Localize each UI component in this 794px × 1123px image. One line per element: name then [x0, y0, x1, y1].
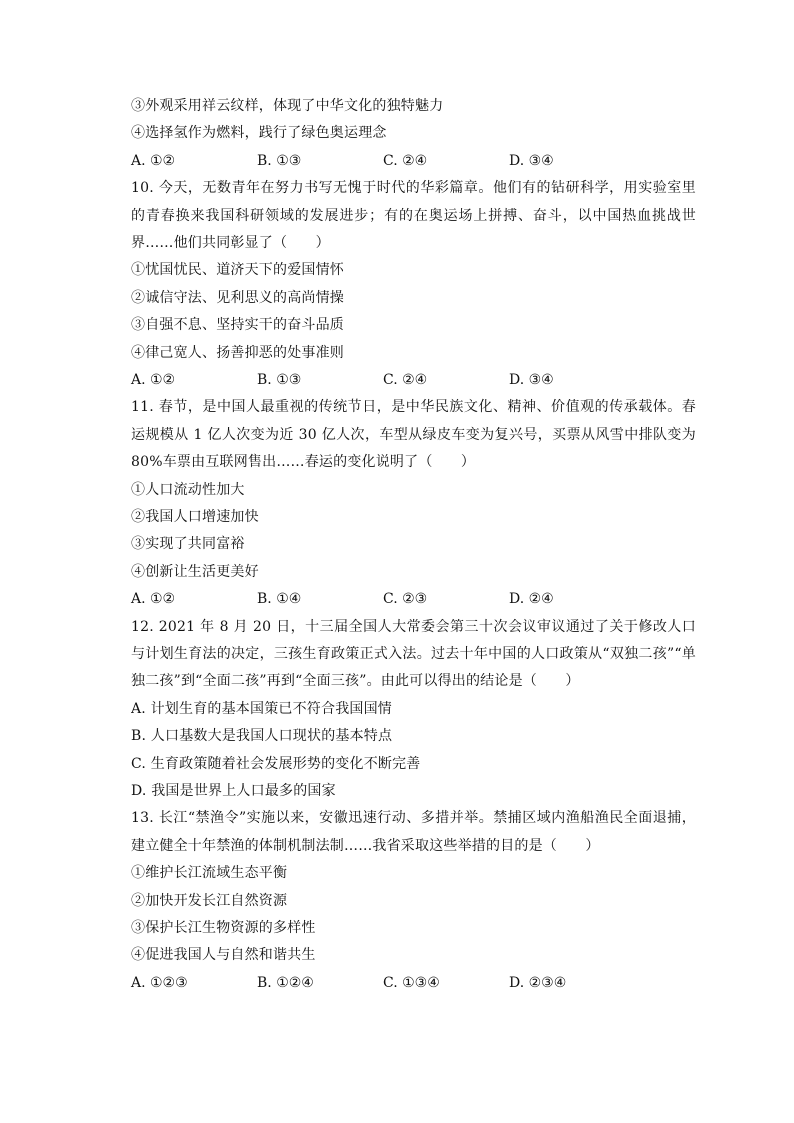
- q10-item-2: ②诚信守法、见利思义的高尚情操: [131, 289, 344, 306]
- q9-option-c: C. ②④: [383, 152, 428, 169]
- question-10: [131, 175, 696, 394]
- q13-item-2: ②加快开发长江自然资源: [131, 892, 288, 909]
- q10-item-4: ④律己宽人、扬善抑恶的处事准则: [131, 344, 344, 361]
- q10-option-b: B. ①③: [257, 371, 302, 388]
- q13-option-b: B. ①②④: [257, 974, 314, 991]
- q10-stem: 10. 今天，无数青年在努力书写无愧于时代的华彩篇章。他们有的钻研科学，用实验室里的青春换来我国科研领域的发展进步；有的在奥运场上拼搏、奋斗，以中国热血挑战世界……他们共同彰显了（ ）: [131, 180, 696, 251]
- q12-choice-c: C. 生育政策随着社会发展形势的变化不断完善: [131, 755, 421, 772]
- q12-choice-d: D. 我国是世界上人口最多的国家: [131, 782, 336, 799]
- q9-item-3: ③外观采用祥云纹样，体现了中华文化的独特魅力: [131, 98, 444, 114]
- question-content: [131, 93, 696, 997]
- q11-option-c: C. ②③: [383, 591, 428, 608]
- q13-options: [131, 970, 696, 997]
- q11-item-2: ②我国人口增速加快: [131, 508, 259, 525]
- q12-stem: 12. 2021 年 8 月 20 日，十三届全国人大常委会第三十次会议审议通过了关于修改人口与计划生育法的决定，三孩生育政策正式入法。过去十年中国的人口政策从“双独二孩”“单独二孩”到“全面二孩”再到“全面三孩”。由此可以得出的结论是（ ）: [131, 618, 696, 690]
- q10-option-c: C. ②④: [383, 371, 428, 388]
- q9-item-4: ④选择氢作为燃料，践行了绿色奥运理念: [131, 125, 387, 142]
- q9-option-b: B. ①③: [257, 152, 302, 169]
- q11-item-1: ①人口流动性加大: [131, 481, 245, 498]
- q13-stem: 13. 长江“禁渔令”实施以来，安徽迅速行动、多措并举。禁捕区域内渔船渔民全面退捕，建立健全十年禁渔的体制机制法制……我省采取这些举措的目的是（ ）: [131, 810, 696, 854]
- q10-item-1: ①忧国忧民、道济天下的爱国情怀: [131, 262, 344, 279]
- q13-item-1: ①维护长江流域生态平衡: [131, 865, 288, 882]
- q10-options: [131, 367, 696, 394]
- q11-option-b: B. ①④: [257, 591, 302, 608]
- q9-option-d: D. ③④: [509, 152, 554, 169]
- question-13: [131, 805, 696, 997]
- q11-options: [131, 586, 696, 613]
- question-11: [131, 394, 696, 613]
- q11-item-3: ③实现了共同富裕: [131, 536, 245, 553]
- q10-option-a: A. ①②: [131, 371, 176, 388]
- question-9-tail: [131, 93, 696, 175]
- q10-option-d: D. ③④: [509, 371, 554, 388]
- q13-item-4: ④促进我国人与自然和谐共生: [131, 947, 316, 964]
- q11-item-4: ④创新让生活更美好: [131, 563, 259, 580]
- q13-option-c: C. ①③④: [383, 974, 440, 991]
- q9-options: [131, 148, 696, 175]
- q12-choice-a: A. 计划生育的基本国策已不符合我国国情: [131, 700, 393, 717]
- q11-option-d: D. ②④: [509, 591, 554, 608]
- q11-stem: 11. 春节，是中国人最重视的传统节日，是中华民族文化、精神、价值观的传承载体。春运规模从 1 亿人次变为近 30 亿人次，车型从绿皮车变为复兴号，买票从风雪中排队变为 80%车票由互联网售出……春运的变化说明了（ ）: [131, 399, 696, 471]
- q13-option-a: A. ①②③: [131, 974, 188, 991]
- q12-choice-b: B. 人口基数大是我国人口现状的基本特点: [131, 728, 393, 745]
- q13-option-d: D. ②③④: [509, 974, 567, 991]
- question-12: [131, 614, 696, 806]
- q11-option-a: A. ①②: [131, 591, 176, 608]
- q13-item-3: ③保护长江生物资源的多样性: [131, 919, 316, 936]
- q10-item-3: ③自强不息、坚持实干的奋斗品质: [131, 317, 344, 334]
- q9-option-a: A. ①②: [131, 152, 176, 169]
